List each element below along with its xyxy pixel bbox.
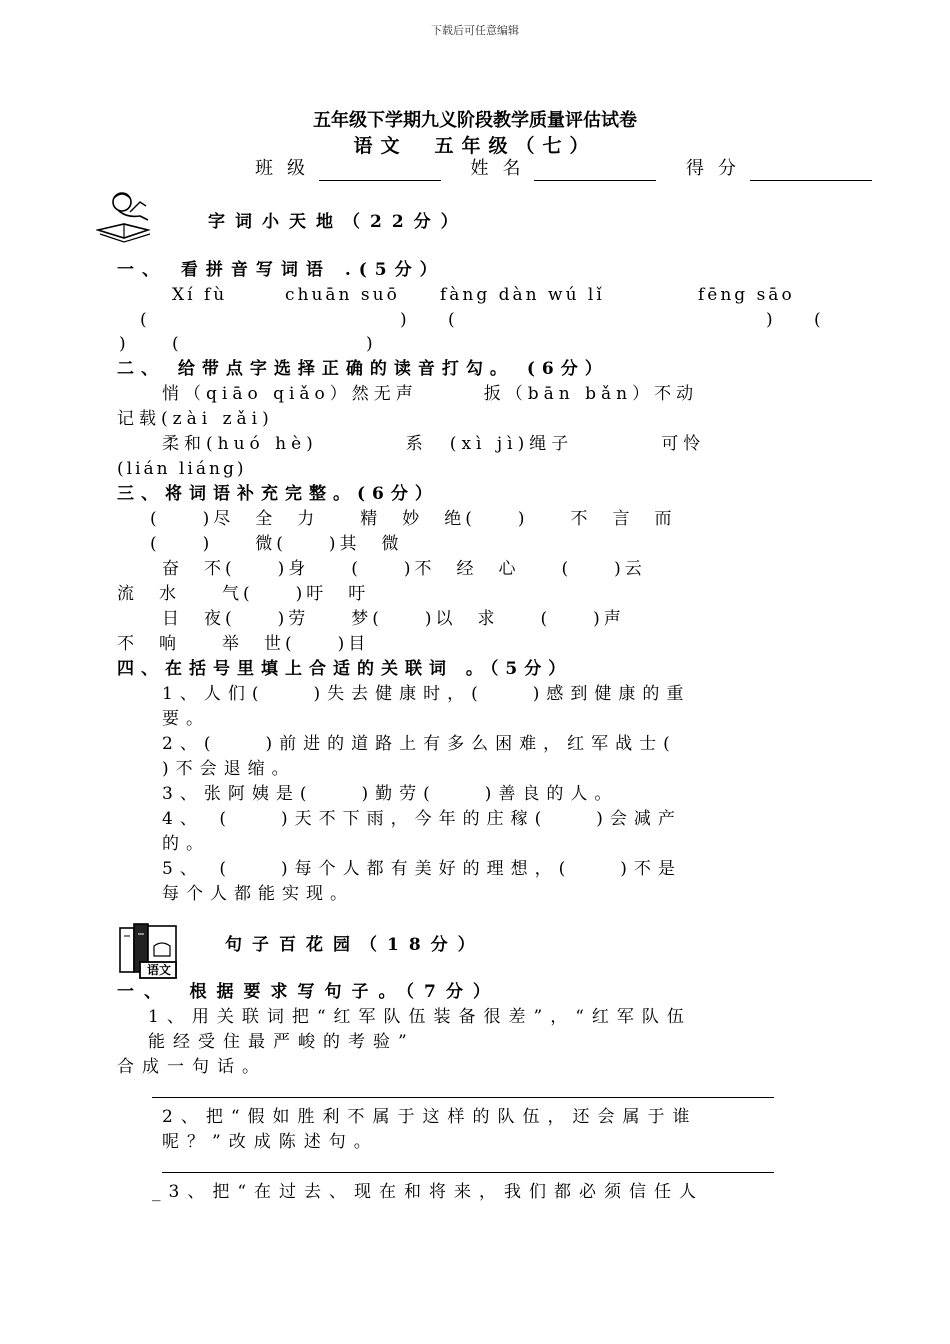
reading-child-icon — [96, 190, 158, 246]
page-subtitle: 语文 五年级（七） — [353, 135, 597, 157]
score-field[interactable] — [750, 162, 872, 181]
text-line: 悄（qiāo qiǎo）然无声 扳（bān bǎn）不动 — [162, 384, 699, 404]
text-line: 3、张阿姨是( )勤劳( )善良的人。 — [162, 784, 619, 804]
page-title: 五年级下学期九义阶段教学质量评估试卷 — [313, 110, 637, 131]
text-line: 日 夜( )劳 梦( )以 求 ( )声 — [162, 609, 625, 629]
paren: ) — [366, 334, 376, 354]
q2-title: 二、 给带点字选择正确的读音打勾。 (6分） — [117, 359, 609, 379]
text-line: 不 响 举 世( )目 — [117, 634, 370, 654]
text-line: _3、把“在过去、现在和将来，我们都必须信任人 — [152, 1182, 705, 1202]
q1-title: 一、 看拼音写词语 .(5分） — [117, 260, 445, 280]
pinyin-4: fēng sāo — [698, 285, 795, 305]
text-line: 2、( )前进的道路上有多么困难，红军战士( — [162, 734, 677, 754]
text-line: 的。 — [162, 834, 210, 854]
text-line: (lián liáng) — [117, 459, 247, 479]
text-line: ( )尽 全 力 精 妙 绝( ) 不 言 而 — [150, 509, 676, 529]
text-line: 4、 ( )天不下雨，今年的庄稼( )会减产 — [162, 809, 682, 829]
text-line: 柔和(huó hè) 系 (xì jì)绳子 可怜 — [162, 434, 706, 454]
pinyin-3: fàng dàn wú lǐ — [440, 285, 605, 305]
books-icon — [118, 922, 180, 980]
text-line: ( ) 微( )其 微 — [150, 534, 403, 554]
q4-title: 四、在括号里填上合适的关联词 。（5分） — [117, 659, 573, 679]
score-label: 得分 — [685, 158, 750, 179]
paren: ( — [140, 310, 150, 330]
s2-q1-title: 一、 根据要求写句子。（7分） — [117, 982, 500, 1002]
section1-title: 字词小天地（22分） — [208, 212, 468, 232]
q3-title: 三、将词语补充完整。(6分） — [117, 484, 439, 504]
paren: ) — [119, 334, 129, 354]
text-line: 5、 ( )每个人都有美好的理想，( )不是 — [162, 859, 682, 879]
answer-line-2[interactable] — [162, 1172, 774, 1173]
text-line: 呢？”改成陈述句。 — [162, 1132, 379, 1152]
text-line: )不会退缩。 — [162, 759, 296, 779]
name-label: 姓名 — [470, 158, 535, 179]
text-line: 能经受住最严峻的考验” — [148, 1032, 415, 1052]
text-line: 记载(zài zǎi) — [117, 409, 274, 429]
paren: ) — [766, 310, 776, 330]
paren: ) — [400, 310, 410, 330]
class-field[interactable] — [319, 162, 441, 181]
text-line: 每个人都能实现。 — [162, 884, 354, 904]
header-note: 下载后可任意编辑 — [431, 24, 519, 37]
class-label: 班级 — [255, 158, 319, 179]
text-line: 1、人们( )失去健康时，( )感到健康的重 — [162, 684, 691, 704]
paren: ( — [172, 334, 182, 354]
text-line: 要。 — [162, 709, 210, 729]
pinyin-1: Xí fù — [172, 285, 228, 305]
answer-line-1[interactable] — [152, 1097, 774, 1098]
name-field[interactable] — [534, 162, 656, 181]
info-row — [255, 157, 872, 181]
pinyin-2: chuān suō — [285, 285, 400, 305]
paren: ( — [448, 310, 458, 330]
section2-title: 句子百花园（18分） — [225, 935, 485, 955]
text-line: 2、把“假如胜利不属于这样的队伍，还会属于谁 — [162, 1107, 698, 1127]
text-line: 奋 不( )身 ( )不 经 心 ( )云 — [162, 559, 646, 579]
text-line: 合成一句话。 — [117, 1057, 267, 1077]
paren: ( — [814, 310, 824, 330]
text-line: 流 水 气( )吁 吁 — [117, 584, 370, 604]
book-label: 语文 — [146, 963, 171, 977]
text-line: 1、用关联词把“红军队伍装备很差”，“红军队伍 — [148, 1007, 692, 1027]
